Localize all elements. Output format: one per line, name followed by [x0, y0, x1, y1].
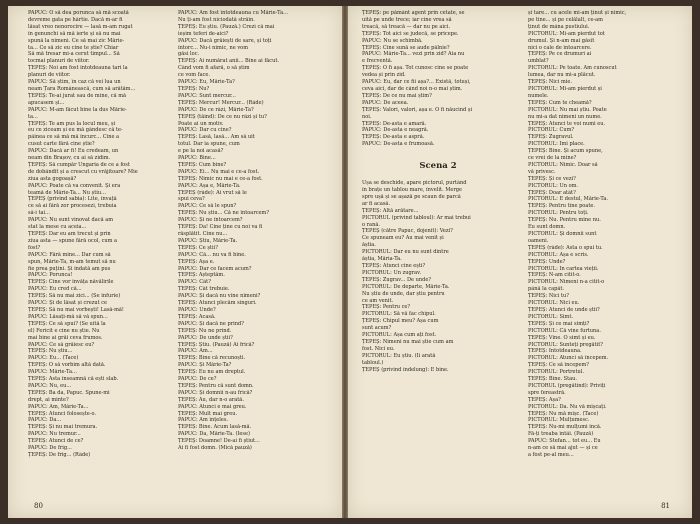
text-line: eu ce ziceam și eu mă gândesc că te- [28, 127, 123, 134]
text-line: până la capăt. [528, 286, 565, 293]
text-line: PICTORUL: Cum? [528, 127, 575, 134]
right-column-1-top [362, 10, 514, 148]
text-line: spună la nimeni. Ce să mai zic Mărie- [28, 37, 125, 44]
text-line: PICTORUL: Și domnii sunt [528, 231, 597, 237]
text-line: PAPUC: Știu, Mărie-Ta. [178, 237, 238, 244]
text-line: ȚEPEȘ: Te-ai jurat sau de mine, că mă [28, 92, 127, 99]
text-line: ȚEPEȘ (privind sabia): Lite, învață [28, 196, 117, 203]
text-line: PICTORUL (privind tabloul): Ar mai trebui [362, 214, 471, 221]
left-column-2 [178, 10, 328, 500]
text-line: ȚEPEȘ: Doar atât? [528, 189, 576, 196]
text-line: stat la mese cu aceia... [28, 224, 87, 231]
text-line: Ce spuneam eu? Au mai venit și [362, 235, 444, 242]
text-line: ȚEPEȘ (către Papuc, dojenit): Vezi? [362, 228, 453, 235]
right-column-1 [362, 10, 514, 500]
text-line: PAPUC: Nu se schimbă. [362, 37, 423, 44]
text-line: sunt acum? [362, 325, 392, 332]
text-line: ce vrei de la mine? [528, 155, 577, 162]
text-line: spre ușă și se așază pe scaun de parcă [362, 193, 461, 200]
text-line: PICTORUL: Să vă fac chipul. [362, 311, 436, 318]
text-line: ȚEPEȘ: Nimeni nu mai știe cum am [362, 338, 454, 345]
text-line: lumea, dar nu mi-a plăcut. [528, 72, 596, 79]
text-line: ȚEPEȘ: Ai numărat anii... Bine ai făcut. [178, 58, 279, 65]
text-line: ȚEPEȘ: Atunci te voi numi eu. [528, 120, 606, 127]
text-line: neam din Brașov, cu ai să zidim. [28, 155, 111, 162]
text-line: PICTORUL: De departe, Mărie-Ta. [362, 283, 450, 290]
text-line: ȚEPEȘ: Nu mă mișc. (Tace) [528, 410, 599, 417]
text-line: PAPUC: De-asta e frumoasă. [362, 141, 435, 148]
text-line: PICTORUL: Dar eu nu sunt dintre [362, 249, 449, 256]
text-line: pe tine... și pe celălalt, ce-am [528, 16, 603, 23]
text-line: ziua asta gogoașă? [28, 175, 77, 182]
text-line: PAPUC: Și de lăsat și crezut ce [28, 300, 108, 307]
text-line: totul. Dar ia spune, cum [178, 141, 240, 148]
text-line: ȚEPEȘ: Nu știu... Că ne întoarcem? [178, 210, 270, 217]
text-line: ȚEPEȘ (râde): Asta o spui tu. [528, 244, 603, 251]
text-line: fie prea puțini. Și îndată am pus [28, 265, 111, 272]
text-line: PAPUC: Poate că va convenit. Și era [28, 182, 121, 189]
text-line: cusut carte fără cine știe? [28, 141, 95, 148]
text-line: ȚEPEȘ: Nu știu... [28, 348, 73, 355]
text-line: ȚEPEȘ: De frig... (Râde) [28, 452, 91, 458]
text-line: ce vom face. [178, 72, 210, 79]
text-line: PICTORUL: Un zugrav. [362, 269, 421, 276]
text-line: fost. Nici eu. [362, 345, 395, 352]
text-line: ȚEPEȘ: Atunci de ce? [28, 438, 84, 445]
text-line: ȚEPEȘ: De-asta e aspră. [362, 134, 425, 141]
scene-heading: Scena 2 [419, 161, 457, 172]
text-line: PICTORUL: Sunteți pregătit? [528, 341, 603, 348]
text-line: în genunchi să mă ierte și să nu mai [28, 30, 121, 37]
text-line: noi. [362, 113, 372, 120]
text-line: PICTORUL: Așa cum ați fost. [362, 332, 437, 339]
text-line: ce am venit. [362, 297, 394, 304]
text-line: PAPUC: Eu cred că... [28, 286, 82, 293]
text-line: ȚEPEȘ: Și ce vezi? [528, 175, 576, 182]
text-line: e pe la noi acasă? [178, 148, 224, 155]
text-line: răsplătit. Cine nu... [178, 231, 228, 237]
text-line: ȚEPEȘ: Noi am fost întotdeauna tari la [28, 65, 128, 72]
text-line: PAPUC: De aceea. [362, 99, 409, 106]
text-line: tocmai planuri de viitor. [28, 58, 90, 65]
text-line: ȚEPEȘ: Cum bine? [178, 161, 227, 168]
text-line: ȚEPEȘ (râde): Ai vrut să le [178, 189, 247, 196]
text-line: PICTORUL: Așa e scris. [528, 251, 589, 258]
text-line: ȚEPEȘ: Mercur! Mercur... (Râde) [178, 99, 264, 106]
text-line: vă privesc. [528, 168, 556, 175]
text-line: găsi loc. [178, 51, 200, 58]
text-line: apucasem și... [28, 99, 65, 106]
right-column-2 [528, 10, 680, 500]
text-line: PAPUC: Dar ce facem acum? [178, 265, 252, 272]
text-line: PAPUC: Eu... (Tace) [28, 355, 79, 362]
text-line: PAPUC: Dar cu cine? [178, 127, 232, 134]
text-line: de dobândit și a crescut cu vrăjitoare? Mie [28, 168, 138, 175]
text-line: PICTORUL (pregătind): Priviți [528, 382, 606, 389]
text-line: ȚEPEȘ: pe pământ agent prin cetate, se [362, 10, 465, 16]
text-line: ȚEPEȘ: Acasă. [178, 313, 216, 320]
text-line: PAPUC: Și dacă nu vine nimeni? [178, 293, 261, 300]
text-line: mai bine ai grăi ceva frumos. [28, 334, 103, 341]
text-line: Nu ți-am fost niciodată străin. [178, 16, 255, 23]
right-page [348, 6, 692, 518]
text-line: PAPUC: Și Mărie-Ta? [178, 362, 232, 369]
text-line: PAPUC: Sunt mercur... [178, 92, 236, 99]
text-line: PAPUC: De frig... [28, 445, 72, 452]
text-line: ȚEPEȘ: Zugrav... De unde? [362, 276, 432, 283]
text-line: ȚEPEȘ: Bine. Stau. [528, 376, 578, 383]
right-column-1-bottom [362, 180, 514, 373]
text-line: ȚEPEȘ: Cum te cheamă? [528, 99, 592, 106]
text-line: PICTORUL: Mi-am pierdut tot [528, 30, 605, 37]
text-line: ȚEPEȘ: Pe ce drumuri ai [528, 51, 592, 58]
text-line: ȚEPEȘ: Bine că recunoști. [178, 355, 246, 362]
text-line: ȚEPEȘ: Eu știu. (Pauză.) Crezi că mai [178, 23, 275, 30]
text-line: PAPUC: Atunci e mai greu. [178, 403, 247, 410]
text-line: ȚEPEȘ: Chipul meu? Așa cum [362, 318, 439, 325]
text-line: PAPUC: Mărie-Ta... vezi prin zid? Aia nu [362, 51, 465, 58]
text-line: ȚEPEȘ: Valori, valori, așa e. O fi năucind și [362, 106, 473, 113]
text-line: PAPUC: Ce să grăiesc eu? [28, 341, 95, 348]
text-line: ȚEPEȘ: De ce nu mai știm? [362, 92, 432, 99]
text-line: oameni. [528, 237, 549, 244]
text-line: e frecventă. [362, 58, 393, 65]
text-line: ținut de mâna pustiului. [528, 23, 590, 30]
text-line: ȚEPEȘ: Doamne! De-ai fi știut... [178, 438, 260, 445]
text-line: ȚEPEȘ: Asta înseamnă că ești slab. [28, 376, 119, 383]
text-line: ȚEPEȘ: Atunci cine ești? [362, 263, 426, 269]
text-line: PICTORUL: Nu mai știu. Poate [528, 106, 607, 113]
text-line: uită pe unde trece; iar cine vrea să [362, 16, 452, 23]
text-line: ȚEPEȘ: Atunci de unde știi? [528, 306, 600, 313]
text-line: Nu știu de unde, dar știu pentru [362, 290, 445, 297]
text-line: ȚEPEȘ: Lasă, lasă... Am să uit [178, 134, 255, 141]
text-line: PAPUC: Și ne întoarcem? [178, 217, 243, 224]
text-line: nu mi-a dat nimeni un nume. [528, 113, 602, 120]
text-line: PICTORUL: E destul, Mărie-Ta. [528, 196, 608, 203]
text-line: ȚEPEȘ: Atunci plecăm singuri. [178, 300, 257, 307]
text-line: devreme gata pe hârtie. Dacă m-ar fi [28, 16, 123, 23]
text-line: ăștia, Măria-Ta. [362, 256, 402, 263]
text-line: PAPUC: Eu, dar ce fii așa?... Există, totuși, [362, 79, 471, 86]
text-line: PAPUC: De ce? [178, 376, 217, 383]
text-line: spre fereastră. [528, 389, 566, 396]
text-line: PICTORUL: Îmi place. [528, 141, 585, 148]
text-line: și tare... cu acele mi-am ținut și nimic, [528, 10, 627, 16]
text-line: PAPUC: Nu, eu... [28, 382, 72, 389]
text-line: ar fi acasă. [362, 200, 391, 207]
text-line: PAPUC: Ei... Nu mai e ce-a fost. [178, 168, 260, 175]
text-line: ȚEPEȘ: Altă arătare... [362, 207, 419, 214]
text-line: spun, Mărie-Ta, m-am temut să nu [28, 258, 116, 265]
page-number-right: 81 [661, 502, 670, 510]
text-line: ȚEPEȘ: Mult mai greu. [178, 410, 238, 417]
text-line: ȚEPEȘ: Nu-mi mulțumi încă. [528, 424, 602, 431]
text-line: PAPUC: Nu sunt vinovat dacă am [28, 217, 114, 224]
text-line: ȚEPEȘ: Nimic nu mai e ce-a fost. [178, 175, 263, 182]
text-line: PAPUC: Dacă grăiești de sare, și toți [178, 37, 272, 44]
text-line: Fă-ți treaba întâi. (Pauză) [528, 431, 594, 438]
text-line: PAPUC: Să știm, în caz că vei lua un [28, 79, 121, 86]
text-line: ȚEPEȘ: Ce știi? [178, 244, 218, 251]
text-line: ȚEPEȘ: Unde? [528, 258, 566, 265]
text-line: ȚEPEȘ (tăind): De ce nu râzi și tu? [178, 113, 267, 120]
text-line: PICTORUL: Portretul. [528, 369, 585, 376]
text-line: PAPUC: Că... nu va fi bine. [178, 251, 246, 258]
text-line: lăsat vreo nenorocire — lasă m-am rugat [28, 23, 133, 30]
text-line: PICTORUL: Un om. [528, 182, 579, 189]
text-line: PAPUC: Lăsați-mă să vă spun... [28, 313, 108, 320]
text-line: ta... [28, 113, 38, 120]
left-column-1 [28, 10, 166, 500]
text-line: Să mă tresar mi-a cerut timpul... Să [28, 51, 120, 58]
text-line: ȚEPEȘ: Tot aici se judecă, se pricepe. [362, 30, 459, 37]
text-line: Poate ai un motiv. [178, 120, 224, 127]
text-line: ȚEPEȘ: Și nu mai tremura. [28, 424, 98, 431]
text-line: planuri de viitor. [28, 72, 71, 79]
text-line: o rană. [362, 221, 380, 228]
text-line: să-i tai... [28, 210, 50, 217]
text-line: ȚEPEȘ: O fi așa. Tot cunosc cine se poate [362, 65, 469, 72]
text-line: PAPUC: Ce să le spun? [178, 203, 237, 210]
text-line: ȚEPEȘ: Ba da, Papuc. Spune-mi [28, 389, 110, 396]
text-line: ȚEPEȘ: De-asta e amară. [362, 120, 427, 127]
text-line: ceva aici, dar de când noi n-o mai știm. [362, 85, 463, 92]
text-line: ȚEPEȘ: Cine sună se aude pălnie? [362, 44, 450, 51]
text-line: ieșim teferi de-aici? [178, 30, 229, 37]
text-line: ȚEPEȘ: Eu nu am dreptul. [178, 369, 246, 376]
text-line: PAPUC: Am, Mărie-Ta... [28, 403, 89, 410]
text-line: PAPUC: De unde știi? [178, 334, 233, 341]
text-line: ȚEPEȘ: Pentru ce? [362, 304, 411, 311]
text-line: PICTORUL: Eu știu. (Îi arată [362, 352, 436, 359]
text-line: n-am ce să mai ajut — și ce [528, 445, 598, 452]
text-line: ȚEPEȘ: Au, dar n-o arată. [178, 396, 244, 403]
text-line: PAPUC: Am... [178, 348, 213, 355]
text-line: PICTORUL: Da. Nu vă mișcați. [528, 403, 607, 410]
text-line: ȚEPEȘ: Să cumpăr Ungaria de ce a fost [28, 161, 130, 168]
text-line: ta... Ce să zic eu cine te știe? Chiar [28, 44, 119, 51]
text-line: PICTORUL: Nimeni n-a citit-o [528, 279, 605, 286]
text-line: ȚEPEȘ: Știu. (Pauză) Ai frică? [178, 341, 255, 348]
text-line: ȚEPEȘ: Nici tu? [528, 293, 569, 300]
text-line: ȚEPEȘ: Da! Cine ține cu noi va fi [178, 224, 263, 231]
text-line: ȚEPEȘ: Așteptăm. [178, 272, 225, 279]
text-line: ȚEPEȘ: Să nu mai zici... (Se înfurie) [28, 293, 121, 300]
text-line: ȚEPEȘ: Pentru că sunt domn. [178, 382, 254, 389]
text-line: ȚEPEȘ: Bine. Și acum spune, [528, 148, 603, 155]
text-line: PICTORUL: Pe toate. Am cunoscut [528, 65, 617, 72]
text-line: Eu sunt domn. [528, 224, 566, 231]
text-line: PAPUC: Unde? [178, 306, 216, 313]
text-line: ȚEPEȘ: Așa e. [178, 258, 215, 265]
text-line: teamă de Mărie-Ta... Nu știu... [28, 189, 106, 196]
text-line: PAPUC: M-am făcut bine la dus Mărie- [28, 106, 127, 113]
text-line: întorc... Nu-i nimic, ne vom [178, 44, 248, 51]
text-line: ăștia. [362, 242, 376, 249]
text-line: ȚEPEȘ: Întotdeauna. [528, 348, 582, 355]
text-line: ȚEPEȘ: Ce să începem? [528, 362, 589, 369]
text-line: PAPUC: O să dea porunca să mă scoată [28, 10, 129, 16]
text-line: ȚEPEȘ: Zugravul. [528, 134, 574, 141]
text-line: ȚEPEȘ: Bine. Acum lasă-mă. [178, 424, 252, 431]
text-line: PICTORUL: Simt. [528, 313, 573, 320]
text-line: ȚEPEȘ: Atunci folosește-o. [28, 410, 97, 417]
text-line: umblat? [528, 58, 549, 65]
text-line: pâinea ce să mă mă încurc... Cine a [28, 134, 120, 141]
text-line: ȚEPEȘ: Vine. O simt și eu. [528, 334, 596, 341]
text-line: PAPUC: Bine... [178, 155, 216, 162]
text-line: PAPUC: Și dacă ne prind? [178, 320, 244, 327]
text-line: PAPUC: Cât? [178, 279, 211, 286]
left-page [8, 6, 342, 518]
text-line: PAPUC: Porunca! [28, 272, 73, 279]
text-line: PICTORUL: În cartea vieții. [528, 265, 599, 272]
text-line: spui ceva? [178, 196, 205, 203]
text-line: PAPUC: Da... [28, 417, 62, 424]
text-line: treacă, să treacă — dar nu pe aici. [362, 23, 451, 30]
text-line: fost? [28, 244, 41, 251]
text-line: ce să ai fără zor procesezi, trebuia [28, 203, 117, 210]
text-line: el) Fericit e cine nu știe. Nu [28, 327, 100, 334]
text-line: ȚEPEȘ: Te am pus la locul meu, și [28, 120, 116, 127]
text-line: PAPUC: Fără mine... Dar cum să [28, 251, 111, 258]
text-line: PICTORUL: Că vine furtuna. [528, 327, 601, 334]
text-line: nici o cale de întoarcere. [528, 44, 592, 51]
text-line: ȚEPEȘ: Cine vor învăța năvălirile [28, 279, 114, 286]
text-line: ȚEPEȘ: O să vorbim altă dată. [28, 362, 106, 369]
page-number-left: 80 [34, 502, 43, 510]
text-line: neam Țara Românească, cum să arătăm... [28, 85, 136, 92]
text-line: PICTORUL: Mulțumesc. [528, 417, 590, 424]
text-line: PAPUC: Eu, Mărie-Ta? [178, 79, 235, 86]
text-line: ȚEPEȘ: Nu ne prind. [178, 327, 232, 334]
text-line: PICTORUL: Nimic. Doar să [528, 161, 598, 168]
text-line: în brațe un tablou mare, învelit. Merge [362, 187, 462, 194]
text-line: numele. [528, 92, 549, 99]
text-line: PAPUC: Stefan... tot eu... Eu [528, 438, 601, 445]
text-line: ȚEPEȘ: Și ce mai simți? [528, 320, 590, 327]
text-line: PAPUC: Și domnii n-au frică? [178, 389, 253, 396]
text-line: ȚEPEȘ (privind îndelung): E bine. [362, 366, 449, 373]
text-line: PAPUC: De-asta e neagră. [362, 127, 429, 134]
text-line: ȚEPEȘ: Nu? [178, 85, 210, 92]
text-line: ȚEPEȘ: Dar eu am trecut și prin [28, 231, 111, 237]
text-line: ȚEPEȘ: Nu. Pentru mine nu. [528, 217, 601, 224]
text-line: ȚEPEȘ: Așa? [528, 396, 561, 403]
text-line: PAPUC: Dacă ar fi! Eu credeam, un [28, 148, 119, 155]
text-line: ȚEPEȘ: N-am citit-o. [528, 272, 581, 279]
text-line: tabloul.) [362, 359, 384, 366]
text-line: PAPUC: Așa e, Mărie-Ta. [178, 182, 241, 189]
text-line: ȚEPEȘ: Nici mie. [528, 79, 572, 86]
text-line: PICTORUL: Atunci să începem. [528, 355, 609, 362]
text-line: ȚEPEȘ: Pentru tine poate. [528, 203, 595, 210]
text-line: PAPUC: Da, Mărie-Ta. (Iese) [178, 431, 250, 438]
text-line: PAPUC: Am fost întotdeauna cu Mărie-Ta... [178, 10, 288, 16]
text-line: a fost pe-al meu... [528, 452, 574, 458]
text-line: ȚEPEȘ: Ce să spui? (Se uită la [28, 320, 106, 327]
text-line: vedea și prin zid. [362, 72, 406, 79]
text-line: PICTORUL: Mi-am pierdut și [528, 85, 602, 92]
text-line: Ai fi fost domn. (Mică pauză) [178, 445, 252, 452]
text-line: PICTORUL: Pentru toți. [528, 210, 589, 217]
text-line: drept, ai minte? [28, 396, 69, 403]
text-line: PAPUC: Nu tremur... [28, 431, 81, 438]
text-line: drumul. Și n-am mai găsit [528, 37, 595, 44]
text-line: PAPUC: Am înțeles. [178, 417, 229, 424]
text-line: PAPUC: De ce râzi, Mărie-Ta? [178, 106, 254, 113]
text-line: ȚEPEȘ: Cât trebuie. [178, 286, 230, 293]
text-line: Când vom fi afară, o să știm [178, 65, 250, 72]
text-line: PICTORUL: Nici eu. [528, 300, 580, 307]
text-line: ȚEPEȘ: Să nu mai vorbești! Lasă-mă! [28, 306, 124, 313]
text-line: Ușa se deschide, apare pictorul, purtând [362, 180, 467, 187]
text-line: PAPUC: Mărie-Ta... [28, 369, 77, 376]
text-line: ziua asta — spune fără ocol, cum a [28, 237, 118, 244]
